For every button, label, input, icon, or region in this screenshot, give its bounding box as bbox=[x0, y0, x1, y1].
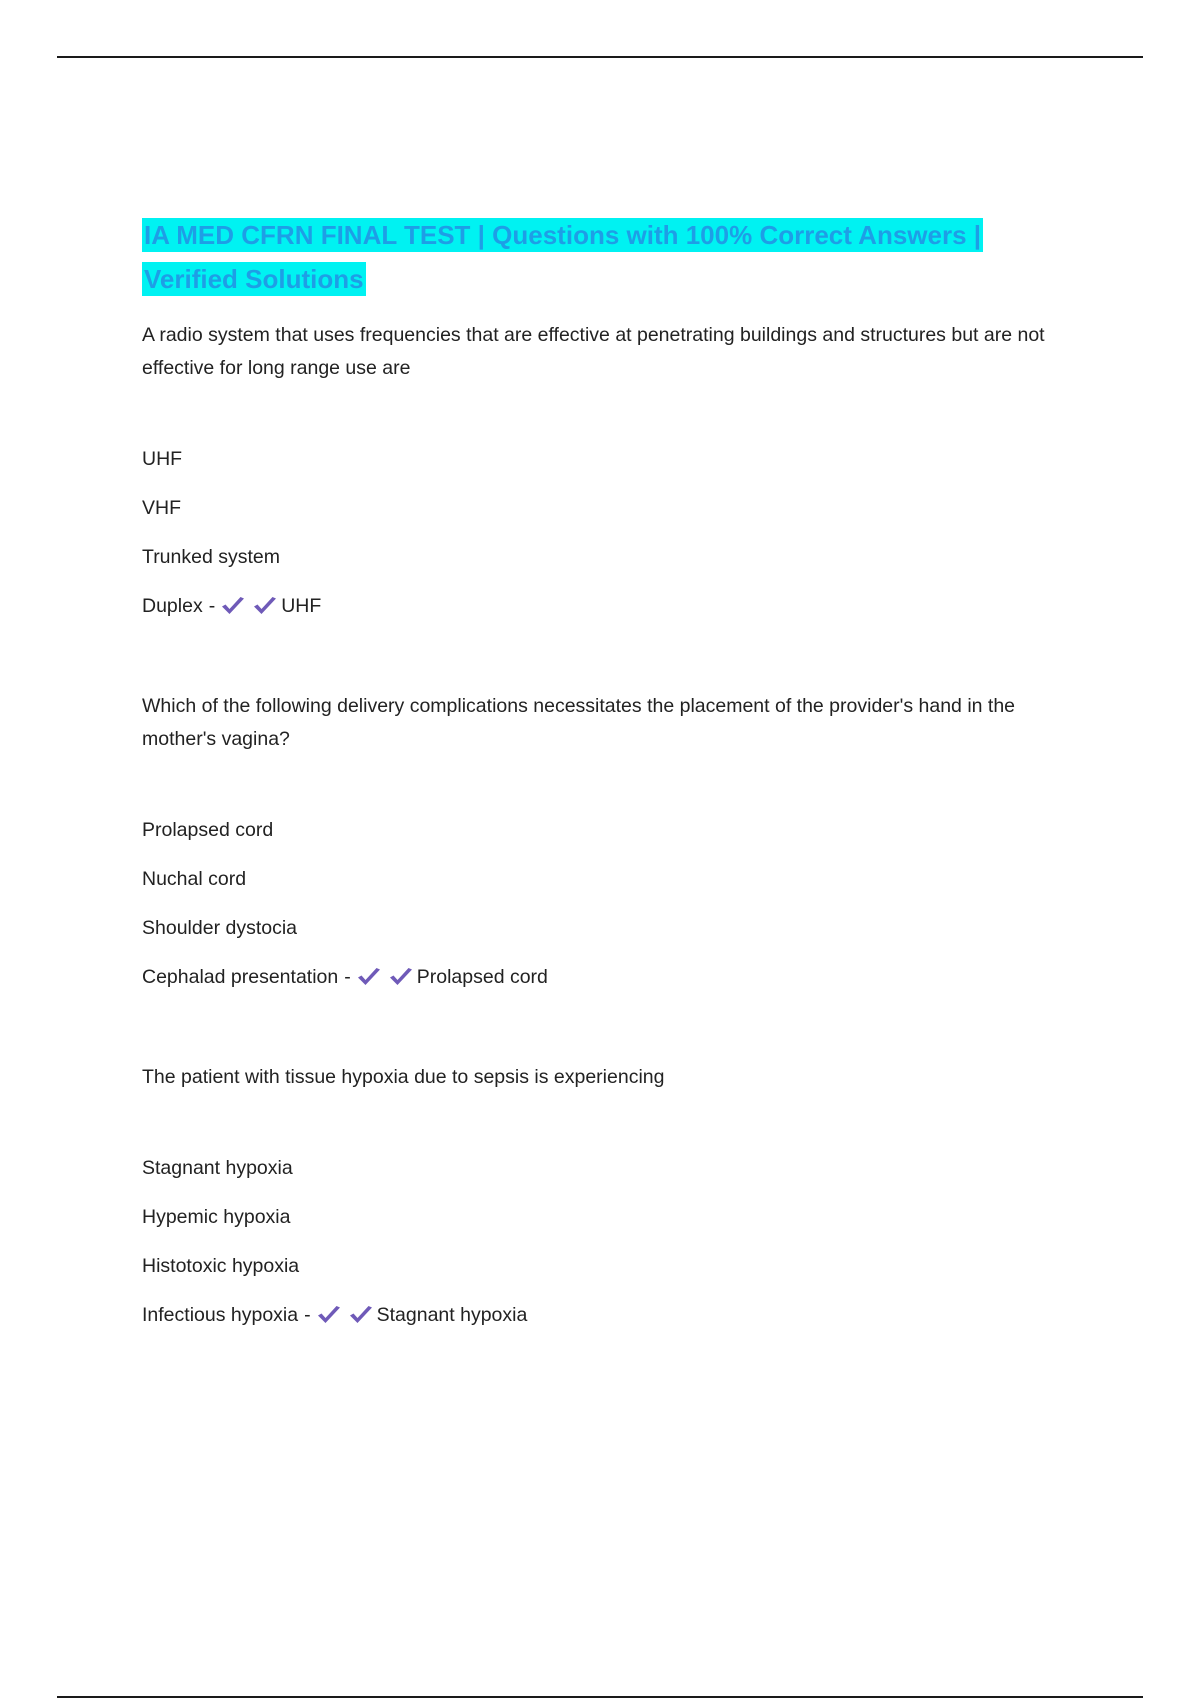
option-item bbox=[142, 1156, 1082, 1180]
options-list bbox=[142, 1156, 1082, 1327]
option-label: Histotoxic hypoxia bbox=[142, 1255, 300, 1277]
correct-answer: UHF bbox=[281, 595, 322, 617]
option-label: UHF bbox=[142, 448, 183, 470]
check-mark-icon bbox=[252, 595, 278, 617]
option-item-with-answer bbox=[142, 965, 1082, 989]
question-block-2 bbox=[142, 690, 1082, 989]
option-item bbox=[142, 447, 1082, 471]
question-block-1 bbox=[142, 319, 1082, 618]
option-item bbox=[142, 818, 1082, 842]
title-highlight: IA MED CFRN FINAL TEST | Questions with 100% Correct Answers | Verified Solutions bbox=[144, 220, 982, 294]
document-title bbox=[142, 213, 1082, 301]
option-label: Shoulder dystocia bbox=[142, 917, 298, 939]
correct-answer: Prolapsed cord bbox=[416, 966, 548, 988]
option-label: VHF bbox=[142, 497, 181, 519]
option-item bbox=[142, 916, 1082, 940]
option-label: Prolapsed cord bbox=[142, 819, 274, 841]
answer-separator: - bbox=[344, 966, 351, 988]
option-label: Nuchal cord bbox=[142, 868, 247, 890]
answer-separator: - bbox=[208, 595, 216, 617]
check-mark-icon bbox=[316, 1304, 342, 1326]
question-text: A radio system that uses frequencies that are effective at penetrating buildings and structures but are not effective for long range use are bbox=[142, 324, 1045, 379]
option-item-with-answer bbox=[142, 594, 1082, 618]
options-list bbox=[142, 818, 1082, 989]
option-item bbox=[142, 1205, 1082, 1229]
option-item-with-answer bbox=[142, 1303, 1082, 1327]
correct-answer: Stagnant hypoxia bbox=[376, 1304, 528, 1326]
option-item bbox=[142, 867, 1082, 891]
check-mark-icon bbox=[220, 595, 246, 617]
question-block-3 bbox=[142, 1061, 1082, 1327]
check-mark-icon bbox=[348, 1304, 374, 1326]
option-label: Hypemic hypoxia bbox=[142, 1206, 291, 1228]
question-text: The patient with tissue hypoxia due to sepsis is experiencing bbox=[142, 1066, 665, 1088]
header-rule bbox=[57, 56, 1143, 58]
option-label: Duplex bbox=[142, 595, 203, 617]
document-body bbox=[142, 213, 1082, 1327]
option-item bbox=[142, 545, 1082, 569]
option-item bbox=[142, 496, 1082, 520]
option-label: Infectious hypoxia bbox=[142, 1304, 299, 1326]
option-label: Trunked system bbox=[142, 546, 280, 568]
footer-rule bbox=[57, 1696, 1143, 1698]
option-label: Cephalad presentation bbox=[142, 966, 339, 988]
question-text: Which of the following delivery complications necessitates the placement of the provider's hand in the mother's vagina? bbox=[142, 695, 1016, 750]
options-list bbox=[142, 447, 1082, 618]
option-item bbox=[142, 1254, 1082, 1278]
answer-separator: - bbox=[304, 1304, 311, 1326]
check-mark-icon bbox=[356, 966, 382, 988]
option-label: Stagnant hypoxia bbox=[142, 1157, 293, 1179]
check-mark-icon bbox=[388, 966, 414, 988]
